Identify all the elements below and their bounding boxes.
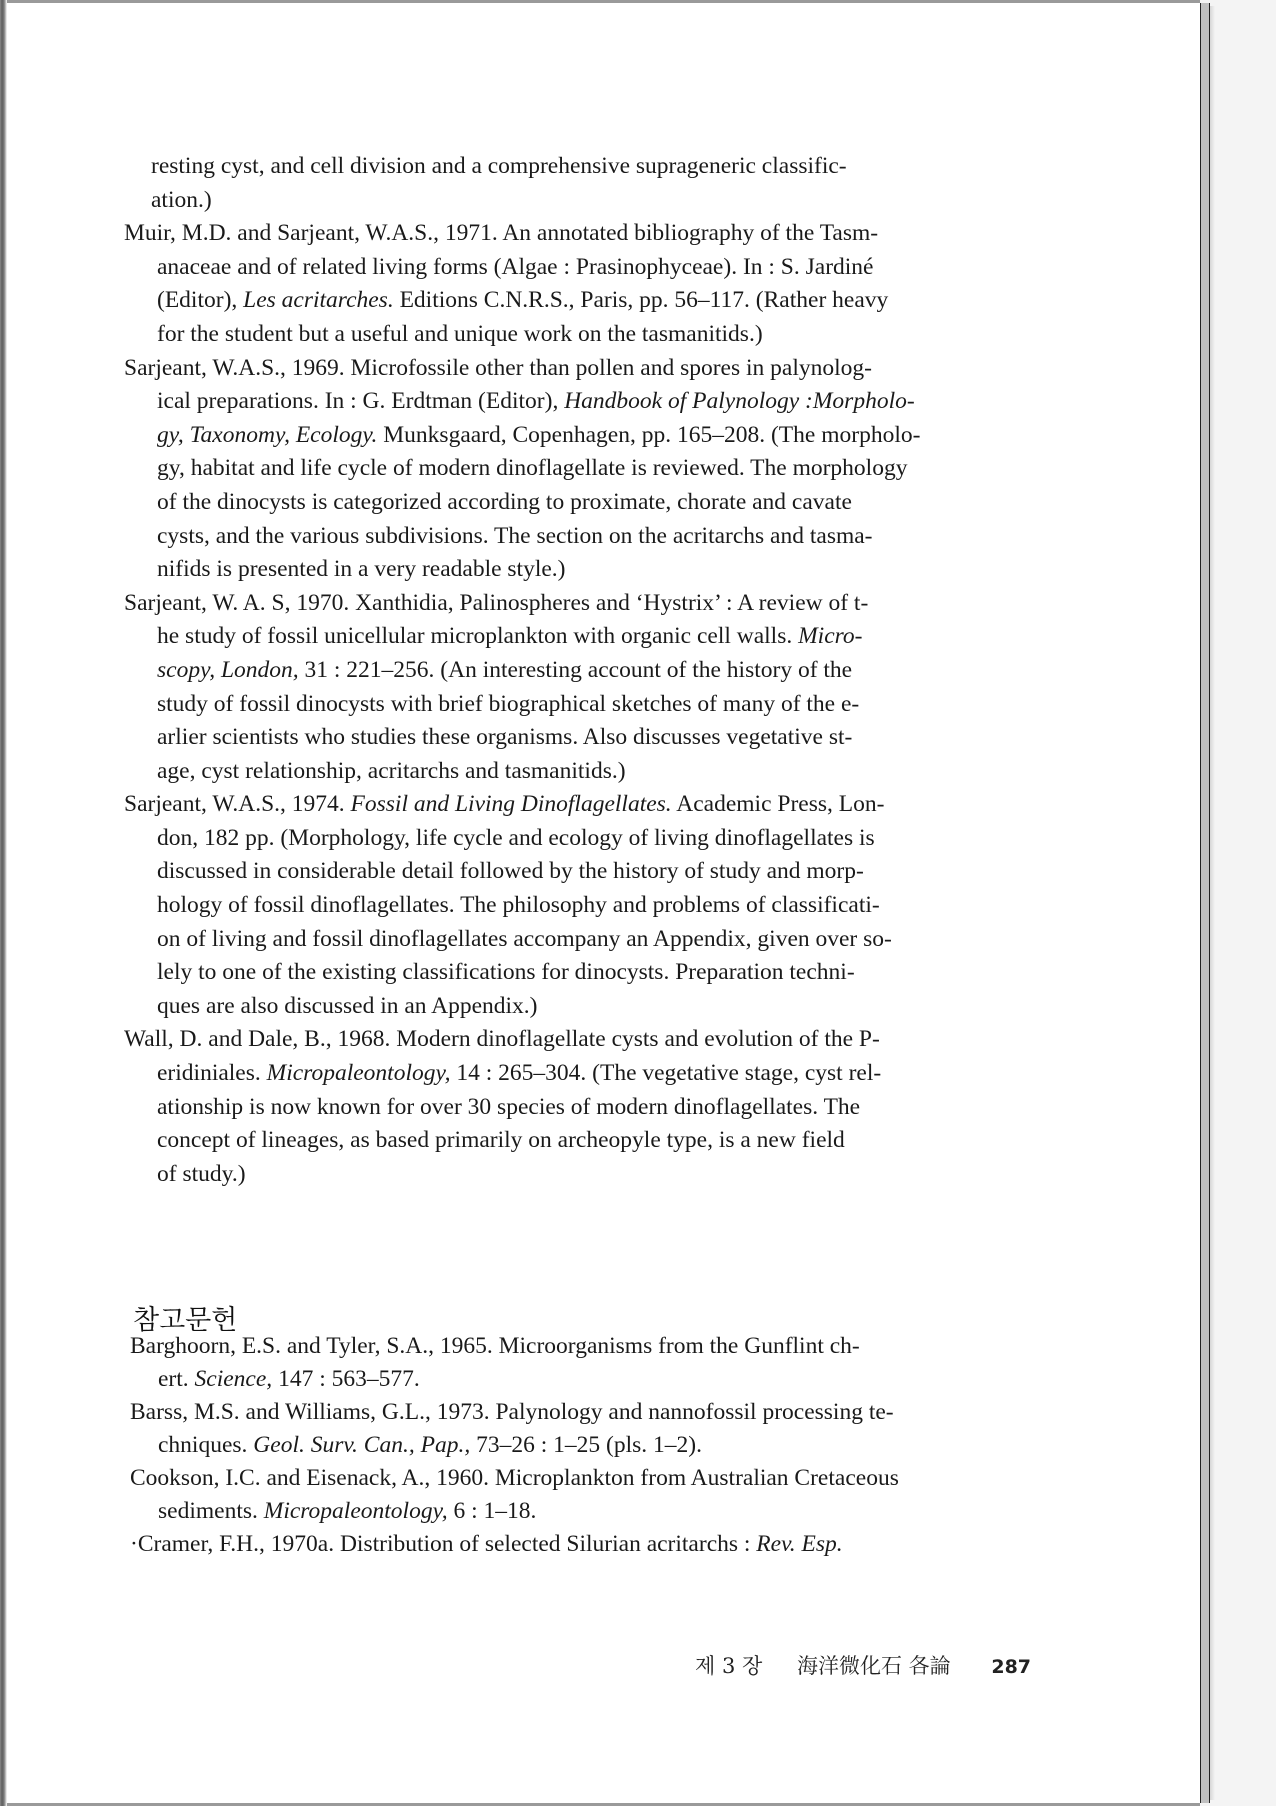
- text-line: lely to one of the existing classifications for dinocysts. Preparation techni-: [157, 959, 855, 986]
- text-line: cysts, and the various subdivisions. The section on the acritarchs and tasma-: [157, 522, 873, 549]
- text-line: of the dinocysts is categorized according to proximate, chorate and cavate: [157, 488, 852, 515]
- text-line: discussed in considerable detail followed by the history of study and morp-: [157, 858, 864, 885]
- footer-chapter: 제 3 장: [695, 1654, 763, 1678]
- italic-title: Les acritarches.: [243, 287, 394, 314]
- text-line: ert. Science, 147 : 563–577.: [158, 1366, 420, 1392]
- bibliography-entry: [124, 587, 1074, 789]
- text-line: on of living and fossil dinoflagellates accompany an Appendix, given over so-: [157, 925, 892, 952]
- italic-title: Micropaleontology,: [266, 1060, 451, 1087]
- text-line: Cookson, I.C. and Eisenack, A., 1960. Microplankton from Australian Cretaceous: [130, 1465, 899, 1491]
- text-line: concept of lineages, as based primarily on archeopyle type, is a new field: [157, 1127, 845, 1154]
- italic-title: gy, Taxonomy, Ecology.: [157, 421, 378, 448]
- reference-entry: [130, 1528, 1080, 1561]
- page-number: 287: [991, 1656, 1032, 1678]
- italic-title: Science,: [194, 1366, 273, 1392]
- text-line: Wall, D. and Dale, B., 1968. Modern dinoflagellate cysts and evolution of the P-: [124, 1026, 880, 1053]
- text-line: Sarjeant, W.A.S., 1974. Fossil and Living Dinoflagellates. Academic Press, Lon-: [124, 791, 885, 818]
- reference-entry: [130, 1396, 1080, 1462]
- text-line: don, 182 pp. (Morphology, life cycle and ecology of living dinoflagellates is: [157, 824, 875, 851]
- text-line: anaceae and of related living forms (Algae : Prasinophyceae). In : S. Jardiné: [157, 253, 874, 280]
- annotated-entries: [124, 217, 1074, 1191]
- text-line: Sarjeant, W. A. S, 1970. Xanthidia, Palinospheres and ‘Hystrix’ : A review of t-: [124, 589, 869, 616]
- text-line: nifids is presented in a very readable style.): [157, 556, 566, 583]
- bibliography-entry: [124, 788, 1074, 1023]
- annotated-bibliography: [124, 150, 1074, 1191]
- reference-entry: [130, 1330, 1080, 1396]
- bibliography-entry: [124, 217, 1074, 351]
- page-footer: [695, 1650, 1031, 1680]
- text-line: for the student but a useful and unique work on the tasmanitids.): [157, 320, 763, 347]
- italic-title: scopy, London,: [157, 656, 299, 683]
- references-list: [130, 1330, 1080, 1561]
- text-line: ation.): [151, 186, 212, 213]
- text-line: eridiniales. Micropaleontology, 14 : 265–304. (The vegetative stage, cyst rel-: [157, 1060, 882, 1087]
- text-line: resting cyst, and cell division and a comprehensive suprageneric classific-: [151, 153, 847, 179]
- page-left-edge: [0, 0, 7, 1806]
- text-line: ·Cramer, F.H., 1970a. Distribution of selected Silurian acritarchs : Rev. Esp.: [130, 1531, 843, 1557]
- text-line: arlier scientists who studies these organisms. Also discusses vegetative st-: [157, 724, 853, 751]
- text-line: ques are also discussed in an Appendix.): [157, 992, 538, 1019]
- text-line: age, cyst relationship, acritarchs and tasmanitids.): [157, 757, 626, 784]
- italic-title: Geol. Surv. Can., Pap.,: [253, 1432, 471, 1458]
- page-shadow: [1210, 6, 1215, 1800]
- footer-title: 海洋微化石 各論: [796, 1654, 951, 1678]
- italic-title: Micropaleontology,: [263, 1498, 448, 1524]
- text-line: ical preparations. In : G. Erdtman (Editor), Handbook of Palynology :Morpholo-: [157, 388, 915, 415]
- text-line: ationship is now known for over 30 species of modern dinoflagellates. The: [157, 1093, 861, 1120]
- text-line: of study.): [157, 1160, 246, 1187]
- text-line: scopy, London, 31 : 221–256. (An interesting account of the history of the: [157, 656, 853, 683]
- italic-title: Handbook of Palynology :Morpholo-: [564, 388, 915, 415]
- reference-entry: [130, 1462, 1080, 1528]
- text-line: sediments. Micropaleontology, 6 : 1–18.: [158, 1498, 537, 1524]
- italic-title: Rev. Esp.: [756, 1531, 843, 1557]
- text-line: gy, Taxonomy, Ecology. Munksgaard, Copenhagen, pp. 165–208. (The morpholo-: [157, 421, 921, 448]
- text-line: Muir, M.D. and Sarjeant, W.A.S., 1971. An annotated bibliography of the Tasm-: [124, 220, 879, 247]
- text-line: Sarjeant, W.A.S., 1969. Microfossile other than pollen and spores in palynolog-: [124, 354, 872, 381]
- bibliography-entry: [124, 352, 1074, 587]
- text-line: gy, habitat and life cycle of modern dinoflagellate is reviewed. The morphology: [157, 455, 908, 482]
- section-title-references: 참고문헌: [133, 1305, 238, 1337]
- text-line: (Editor), Les acritarches. Editions C.N.R.S., Paris, pp. 56–117. (Rather heavy: [157, 287, 889, 314]
- text-line: he study of fossil unicellular microplankton with organic cell walls. Micro-: [157, 623, 863, 650]
- italic-title: Micro-: [798, 623, 863, 650]
- continued-entry: [124, 150, 1074, 217]
- text-line: Barss, M.S. and Williams, G.L., 1973. Palynology and nannofossil processing te-: [130, 1399, 894, 1425]
- page-thickness-edge: [1200, 3, 1210, 1803]
- text-line: Barghoorn, E.S. and Tyler, S.A., 1965. Microorganisms from the Gunflint ch-: [130, 1333, 860, 1359]
- text-line: hology of fossil dinoflagellates. The philosophy and problems of classificati-: [157, 892, 880, 919]
- text-line: chniques. Geol. Surv. Can., Pap., 73–26 : 1–25 (pls. 1–2).: [158, 1432, 702, 1458]
- bibliography-entry: [124, 1023, 1074, 1191]
- italic-title: Fossil and Living Dinoflagellates.: [350, 791, 672, 818]
- text-line: study of fossil dinocysts with brief biographical sketches of many of the e-: [157, 690, 860, 717]
